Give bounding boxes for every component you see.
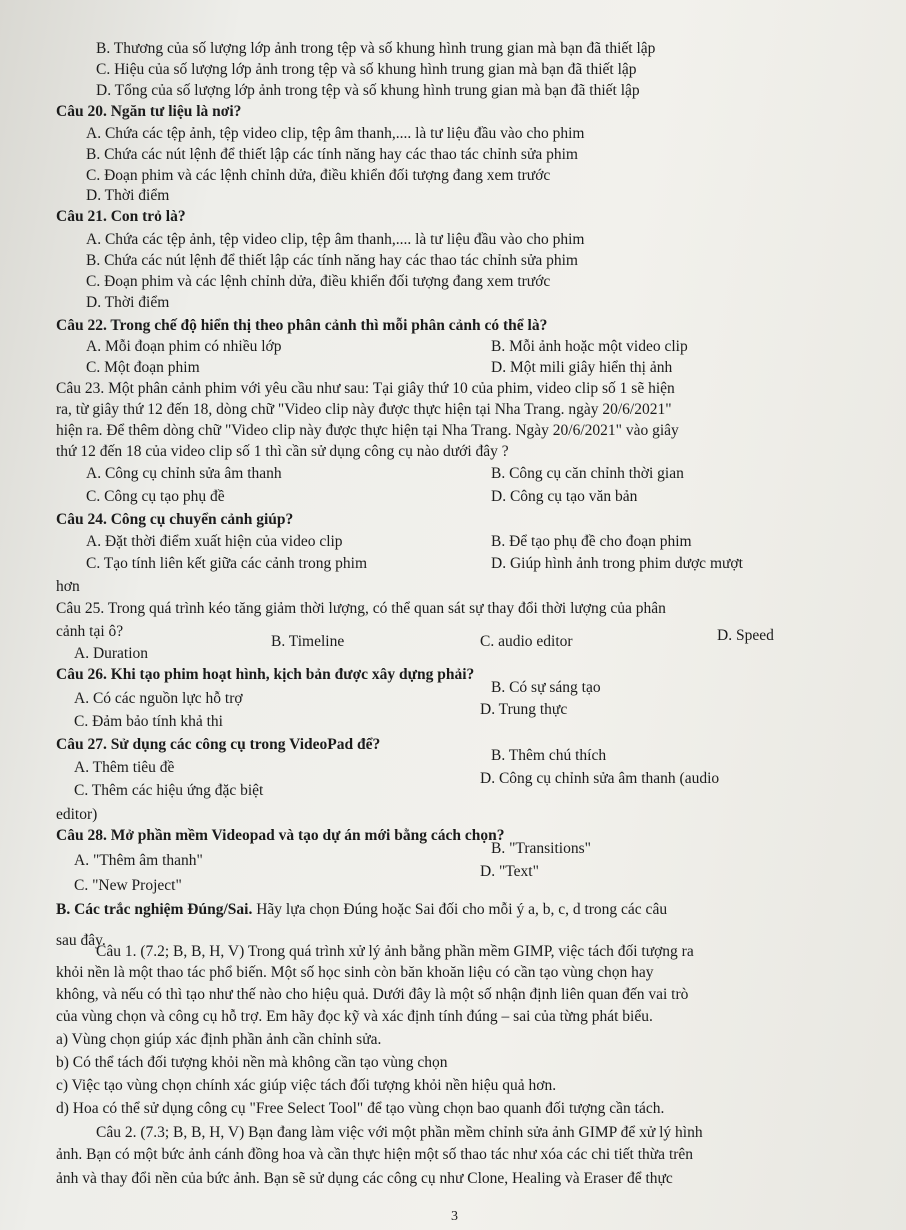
q28-question: Câu 28. Mở phần mềm Videopad và tạo dự án mới bằng cách chọn?: [56, 827, 505, 844]
q28-option-b: B. "Transitions": [491, 840, 591, 857]
q19-option-b: B. Thương của số lượng lớp ảnh trong tệp và số khung hình trung gian mà bạn đã thiết lập: [96, 40, 656, 57]
q23-line-3: hiện ra. Để thêm dòng chữ "Video clip này được thực hiện tại Nha Trang. Ngày 20/6/2021" vào giây: [56, 422, 679, 439]
section-b-instruction: Hãy lựa chọn Đúng hoặc Sai đối cho mỗi ý a, b, c, d trong các câu: [252, 901, 668, 918]
q22-option-d: D. Một mili giây hiển thị ảnh: [491, 359, 673, 376]
tf1-line-4: của vùng chọn và công cụ hỗ trợ. Em hãy đọc kỹ và xác định tính đúng – sai của từng phát biểu.: [56, 1008, 653, 1025]
q24-option-d-continued: hơn: [56, 578, 80, 595]
tf1-statement-c: c) Việc tạo vùng chọn chính xác giúp việc tách đối tượng khỏi nền hiệu quả hơn.: [56, 1077, 557, 1094]
tf1-line-3: không, và nếu có thì tạo như thế nào cho hiệu quả. Dưới đây là một số nhận định liên quan đến vai trò: [56, 986, 689, 1003]
q26-question: Câu 26. Khi tạo phim hoạt hình, kịch bản được xây dựng phải?: [56, 666, 475, 683]
tf1-statement-b: b) Có thể tách đối tượng khỏi nền mà không cần tạo vùng chọn: [56, 1054, 448, 1071]
tf1-statement-a: a) Vùng chọn giúp xác định phần ảnh cần chỉnh sửa.: [56, 1031, 382, 1048]
q20-option-d: D. Thời điểm: [86, 187, 170, 204]
section-b-title: B. Các trắc nghiệm Đúng/Sai.: [56, 901, 253, 918]
q22-option-a: A. Mỗi đoạn phim có nhiều lớp: [86, 338, 282, 355]
q19-option-c: C. Hiệu của số lượng lớp ảnh trong tệp và số khung hình trung gian mà bạn đã thiết lập: [96, 61, 637, 78]
q21-question: Câu 21. Con trỏ là?: [56, 208, 186, 225]
q27-option-d: D. Công cụ chỉnh sửa âm thanh (audio: [480, 770, 720, 787]
q24-option-a: A. Đặt thời điểm xuất hiện của video clip: [86, 533, 343, 550]
q28-option-d: D. "Text": [480, 863, 539, 880]
q21-option-d: D. Thời điểm: [86, 294, 170, 311]
q24-option-d: D. Giúp hình ảnh trong phim dược mượt: [491, 555, 743, 572]
tf2-line-3: ảnh và thay đổi nền của bức ảnh. Bạn sẽ sử dụng các công cụ như Clone, Healing và Eraser để thực: [56, 1170, 673, 1187]
q25-option-d: D. Speed: [717, 627, 774, 644]
q27-option-a: A. Thêm tiêu đề: [74, 759, 175, 776]
tf1-line-1: Câu 1. (7.2; B, B, H, V) Trong quá trình xử lý ảnh bằng phần mềm GIMP, việc tách đối tượng ra: [96, 943, 694, 960]
q21-option-c: C. Đoạn phim và các lệnh chỉnh dửa, điều khiển đối tượng đang xem trước: [86, 273, 551, 290]
q20-option-c: C. Đoạn phim và các lệnh chỉnh dửa, điều khiển đối tượng đang xem trước: [86, 167, 551, 184]
q25-line-2: cảnh tại ô?: [56, 623, 124, 640]
q26-option-c: C. Đảm bảo tính khả thi: [74, 713, 223, 730]
q23-option-c: C. Công cụ tạo phụ đề: [86, 488, 225, 505]
q20-option-a: A. Chứa các tệp ảnh, tệp video clip, tệp âm thanh,.... là tư liệu đầu vào cho phim: [86, 125, 585, 142]
q23-line-1: Câu 23. Một phân cảnh phim với yêu cầu như sau: Tại giây thứ 10 của phim, video clip số 1 sẽ hiện: [56, 380, 675, 397]
q27-question: Câu 27. Sử dụng các công cụ trong VideoPad để?: [56, 736, 381, 753]
q20-option-b: B. Chứa các nút lệnh để thiết lập các tính năng hay các thao tác chỉnh sửa phim: [86, 146, 578, 163]
q27-option-b: B. Thêm chú thích: [491, 747, 607, 764]
q23-option-b: B. Công cụ căn chỉnh thời gian: [491, 465, 684, 482]
q20-question: Câu 20. Ngăn tư liệu là nơi?: [56, 103, 242, 120]
tf2-line-2: ảnh. Bạn có một bức ảnh cánh đồng hoa và cần thực hiện một số thao tác như xóa các chi tiết thừa trên: [56, 1146, 694, 1163]
q23-option-a: A. Công cụ chỉnh sửa âm thanh: [86, 465, 282, 482]
section-b-instruction-continued: sau đây.: [56, 932, 106, 949]
tf1-statement-d: d) Hoa có thể sử dụng công cụ "Free Select Tool" để tạo vùng chọn bao quanh đối tượng cần tách.: [56, 1100, 665, 1117]
q25-option-c: C. audio editor: [480, 633, 573, 650]
q27-option-d-continued: editor): [56, 806, 98, 823]
q24-question: Câu 24. Công cụ chuyển cảnh giúp?: [56, 511, 294, 528]
q22-option-c: C. Một đoạn phim: [86, 359, 200, 376]
q25-option-a: A. Duration: [74, 645, 149, 662]
tf2-line-1: Câu 2. (7.3; B, B, H, V) Bạn đang làm việc với một phần mềm chỉnh sửa ảnh GIMP để xử lý hình: [96, 1124, 703, 1141]
q19-option-d: D. Tổng của số lượng lớp ảnh trong tệp và số khung hình trung gian mà bạn đã thiết lập: [96, 82, 640, 99]
q26-option-a: A. Có các nguồn lực hỗ trợ: [74, 690, 243, 707]
q24-option-b: B. Để tạo phụ đề cho đoạn phim: [491, 533, 692, 550]
tf1-line-2: khỏi nền là một thao tác phổ biến. Một số học sinh còn băn khoăn liệu có cần tạo vùng chọn hay: [56, 964, 654, 981]
q21-option-a: A. Chứa các tệp ảnh, tệp video clip, tệp âm thanh,.... là tư liệu đầu vào cho phim: [86, 231, 585, 248]
q26-option-d: D. Trung thực: [480, 701, 568, 718]
q27-option-c: C. Thêm các hiệu ứng đặc biệt: [74, 782, 264, 799]
q23-option-d: D. Công cụ tạo văn bản: [491, 488, 638, 505]
q28-option-a: A. "Thêm âm thanh": [74, 852, 203, 869]
page-number: 3: [451, 1209, 458, 1224]
q22-option-b: B. Mỗi ảnh hoặc một video clip: [491, 338, 688, 355]
q25-line-1: Câu 25. Trong quá trình kéo tăng giảm thời lượng, có thể quan sát sự thay đổi thời lượng của phân: [56, 600, 666, 617]
q28-option-c: C. "New Project": [74, 877, 182, 894]
section-b-heading: [56, 901, 667, 919]
q26-option-b: B. Có sự sáng tạo: [491, 679, 601, 696]
q24-option-c: C. Tạo tính liên kết giữa các cảnh trong phim: [86, 555, 368, 572]
q22-question: Câu 22. Trong chế độ hiển thị theo phân cảnh thì mỗi phân cảnh có thể là?: [56, 317, 548, 334]
q21-option-b: B. Chứa các nút lệnh để thiết lập các tính năng hay các thao tác chỉnh sửa phim: [86, 252, 578, 269]
q23-line-4: thứ 12 đến 18 của video clip số 1 thì cần sử dụng công cụ nào dưới đây ?: [56, 443, 509, 460]
q23-line-2: ra, từ giây thứ 12 đến 18, dòng chữ "Video clip này được thực hiện tại Nha Trang. ngày 20/6/2021": [56, 401, 672, 418]
q25-option-b: B. Timeline: [271, 633, 345, 650]
